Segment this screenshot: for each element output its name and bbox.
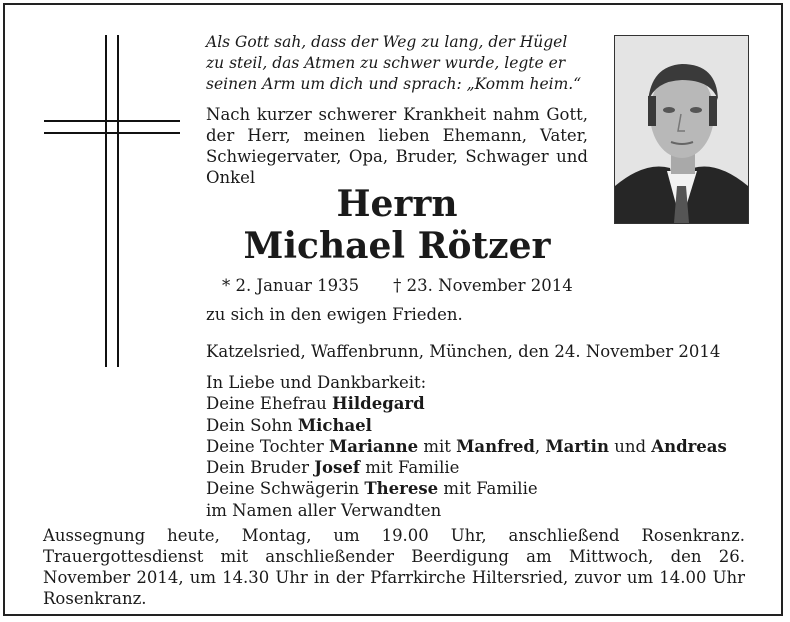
portrait-photo bbox=[614, 35, 749, 224]
peace-text: zu sich in den ewigen Frieden. bbox=[206, 305, 463, 324]
mourner-line: Dein Bruder Josef mit Familie bbox=[206, 458, 460, 478]
mourner-line: Deine Ehefrau Hildegard bbox=[206, 394, 425, 414]
mourners-list bbox=[206, 372, 727, 521]
life-dates bbox=[222, 275, 573, 296]
mourner-line: im Namen aller Verwandten bbox=[206, 500, 442, 520]
mourner-line: Dein Sohn Michael bbox=[206, 415, 372, 435]
mourner-line: Deine Schwägerin Therese mit Familie bbox=[206, 479, 538, 499]
salutation: Herrn bbox=[336, 183, 458, 225]
birth-date: * 2. Januar 1935 bbox=[222, 276, 360, 295]
cross-icon bbox=[44, 35, 180, 367]
mourner-line: Deine Tochter Marianne mit Manfred, Martin und Andreas bbox=[206, 436, 727, 456]
poem-line: zu steil, das Atmen zu schwer wurde, legte er bbox=[206, 54, 566, 72]
deceased-name: Michael Rötzer bbox=[243, 225, 551, 267]
mourners-heading: In Liebe und Dankbarkeit: bbox=[206, 373, 427, 392]
poem-line: Als Gott sah, dass der Weg zu lang, der Hügel bbox=[206, 33, 568, 51]
death-date: † 23. November 2014 bbox=[393, 276, 573, 295]
place-date: Katzelsried, Waffenbrunn, München, den 24. November 2014 bbox=[206, 342, 721, 361]
service-info: Aussegnung heute, Montag, um 19.00 Uhr, anschließend Rosenkranz. Trauergottesdienst mit anschließender Beerdigung am Mittwoch, den 26. November 2014, um 14.30 Uhr in der Pfarrkirche Hiltersried, zuvor um 14.00 Uhr Rosenkranz. bbox=[43, 526, 745, 608]
poem-line: seinen Arm um dich und sprach: „Komm heim.“ bbox=[206, 75, 582, 93]
intro-text: Nach kurzer schwerer Krankheit nahm Gott, der Herr, meinen lieben Ehemann, Vater, Schwiegervater, Opa, Bruder, Schwager und Onkel bbox=[206, 105, 588, 187]
poem bbox=[206, 32, 596, 95]
